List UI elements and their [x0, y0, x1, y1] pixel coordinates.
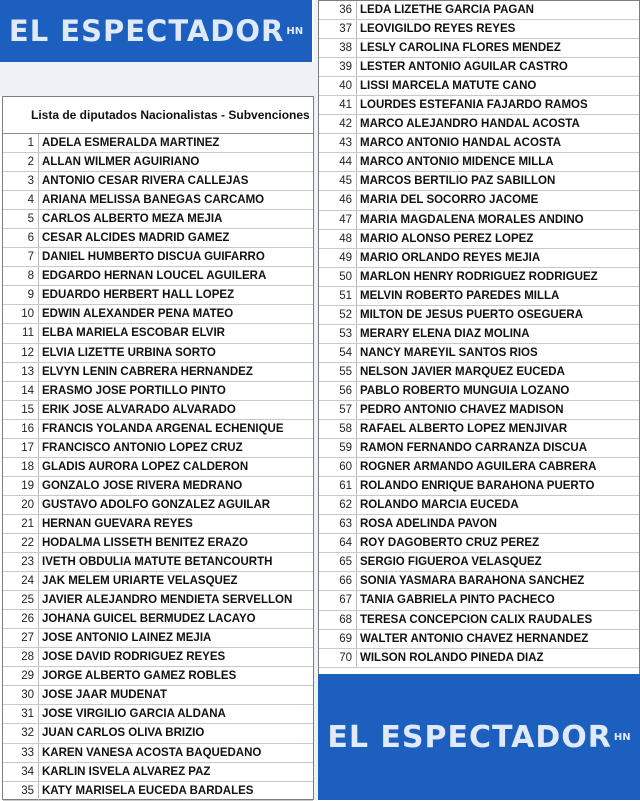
- deputy-name: LISSI MARCELA MATUTE CANO: [360, 80, 537, 93]
- deputy-name: WALTER ANTONIO CHAVEZ HERNANDEZ: [360, 632, 589, 645]
- deputy-name: IVETH OBDULIA MATUTE BETANCOURTH: [42, 556, 273, 569]
- deputy-name: JOHANA GUICEL BERMUDEZ LACAYO: [42, 613, 256, 626]
- deputy-name: EDUARDO HERBERT HALL LOPEZ: [42, 289, 235, 302]
- table-row: [3, 363, 313, 382]
- table-row: [3, 534, 313, 553]
- row-number: 44: [319, 153, 357, 171]
- table-row: [319, 230, 639, 249]
- row-number: 12: [3, 344, 39, 362]
- deputy-name: MARCO ANTONIO HANDAL ACOSTA: [360, 137, 562, 150]
- deputy-name: MARCO ALEJANDRO HANDAL ACOSTA: [360, 118, 580, 131]
- table-row: [3, 477, 313, 496]
- row-number: 14: [3, 382, 39, 400]
- deputy-name: MILTON DE JESUS PUERTO OSEGUERA: [360, 308, 584, 321]
- row-number: 63: [319, 515, 357, 533]
- deputy-name: ROSA ADELINDA PAVON: [360, 518, 497, 531]
- row-number: 21: [3, 515, 39, 533]
- row-number: 57: [319, 401, 357, 419]
- row-number: 61: [319, 477, 357, 495]
- deputy-name: GUSTAVO ADOLFO GONZALEZ AGUILAR: [42, 498, 271, 511]
- deputy-name: NELSON JAVIER MARQUEZ EUCEDA: [360, 365, 565, 378]
- table-row: [319, 382, 639, 401]
- row-number: 38: [319, 39, 357, 57]
- deputy-name: TERESA CONCEPCION CALIX RAUDALES: [360, 613, 593, 626]
- row-number: 37: [319, 20, 357, 38]
- row-number: 3: [3, 172, 39, 190]
- table-row: [3, 420, 313, 439]
- row-number: 59: [319, 439, 357, 457]
- brand-name: EL ESPECTADOR: [8, 14, 285, 48]
- deputy-name: NANCY MAREYIL SANTOS RIOS: [360, 346, 538, 359]
- deputy-name: ROGNER ARMANDO AGUILERA CABRERA: [360, 461, 597, 474]
- row-number: 8: [3, 267, 39, 285]
- deputy-name: ERASMO JOSE PORTILLO PINTO: [42, 384, 226, 397]
- table-row: [3, 629, 313, 648]
- row-number: 49: [319, 249, 357, 267]
- table-row: [319, 306, 639, 325]
- table-row: [3, 229, 313, 248]
- row-number: 18: [3, 458, 39, 476]
- table-row: [319, 115, 639, 134]
- table-row: [3, 191, 313, 210]
- deputy-name: MELVIN ROBERTO PAREDES MILLA: [360, 289, 560, 302]
- table-row: [3, 648, 313, 667]
- table-row: [319, 344, 639, 363]
- deputies-table-left: [2, 96, 314, 800]
- deputy-name: GONZALO JOSE RIVERA MEDRANO: [42, 479, 243, 492]
- table-row: [3, 724, 313, 743]
- row-number: 31: [3, 705, 39, 723]
- table-row: [3, 705, 313, 724]
- table-row: [319, 39, 639, 58]
- deputy-name: JUAN CARLOS OLIVA BRIZIO: [42, 727, 205, 740]
- deputy-name: ROLANDO MARCIA EUCEDA: [360, 499, 519, 512]
- brand-logo-bottom: [318, 674, 640, 800]
- row-number: 25: [3, 591, 39, 609]
- deputy-name: ROLANDO ENRIQUE BARAHONA PUERTO: [360, 480, 595, 493]
- row-number: 69: [319, 630, 357, 648]
- row-number: 43: [319, 134, 357, 152]
- deputy-name: CARLOS ALBERTO MEZA MEJIA: [42, 213, 223, 226]
- deputy-name: FRANCISCO ANTONIO LOPEZ CRUZ: [42, 441, 243, 454]
- table-row: [3, 458, 313, 477]
- table-row: [319, 58, 639, 77]
- table-row: [3, 344, 313, 363]
- table-row: [319, 211, 639, 230]
- deputy-name: WILSON ROLANDO PINEDA DIAZ: [360, 651, 544, 664]
- row-number: 40: [319, 77, 357, 95]
- table-row: [3, 610, 313, 629]
- deputy-name: MARIO ORLANDO REYES MEJIA: [360, 251, 541, 264]
- row-number: 11: [3, 324, 39, 342]
- deputy-name: MARCO ANTONIO MIDENCE MILLA: [360, 156, 554, 169]
- deputy-name: ARIANA MELISSA BANEGAS CARCAMO: [42, 194, 265, 207]
- row-number: 9: [3, 286, 39, 304]
- deputy-name: HERNAN GUEVARA REYES: [42, 517, 193, 530]
- row-number: 28: [3, 648, 39, 666]
- row-number: 45: [319, 172, 357, 190]
- row-number: 54: [319, 344, 357, 362]
- deputy-name: MARIO ALONSO PEREZ LOPEZ: [360, 232, 534, 245]
- row-number: 7: [3, 248, 39, 266]
- row-number: 27: [3, 629, 39, 647]
- table-row: [319, 1, 639, 20]
- row-number: 2: [3, 153, 39, 171]
- table-row: [319, 134, 639, 153]
- table-row: [319, 591, 639, 610]
- table-row: [319, 249, 639, 268]
- table-body-left: [3, 134, 313, 801]
- table-row: [319, 20, 639, 39]
- row-number: 15: [3, 401, 39, 419]
- row-number: 50: [319, 268, 357, 286]
- table-row: [3, 591, 313, 610]
- table-row: [3, 210, 313, 229]
- deputy-name: KARLIN ISVELA ALVAREZ PAZ: [42, 765, 211, 778]
- table-row: [319, 553, 639, 572]
- table-row: [319, 287, 639, 306]
- table-title: Lista de diputados Nacionalistas - Subvenciones: [3, 97, 313, 134]
- table-row: [319, 268, 639, 287]
- deputy-name: HODALMA LISSETH BENITEZ ERAZO: [42, 537, 248, 549]
- table-row: [319, 77, 639, 96]
- row-number: 70: [319, 649, 357, 667]
- row-number: 36: [319, 1, 357, 19]
- row-number: 23: [3, 553, 39, 571]
- deputy-name: ADELA ESMERALDA MARTINEZ: [42, 137, 220, 150]
- row-number: 20: [3, 496, 39, 514]
- row-number: 53: [319, 325, 357, 343]
- table-row: [3, 267, 313, 286]
- row-number: 24: [3, 572, 39, 590]
- deputy-name: LEOVIGILDO REYES REYES: [360, 23, 516, 36]
- row-number: 34: [3, 763, 39, 781]
- deputy-name: RAFAEL ALBERTO LOPEZ MENJIVAR: [360, 423, 568, 436]
- row-number: 64: [319, 534, 357, 552]
- brand-name: EL ESPECTADOR: [327, 719, 612, 755]
- deputy-name: MARLON HENRY RODRIGUEZ RODRIGUEZ: [360, 270, 598, 283]
- row-number: 22: [3, 534, 39, 552]
- row-number: 29: [3, 667, 39, 685]
- deputy-name: EDWIN ALEXANDER PEÑA MATEO: [42, 308, 234, 321]
- row-number: 47: [319, 211, 357, 229]
- table-row: [3, 553, 313, 572]
- deputy-name: JORGE ALBERTO GAMEZ ROBLES: [42, 670, 237, 683]
- table-row: [319, 477, 639, 496]
- row-number: 19: [3, 477, 39, 495]
- deputy-name: ELVIA LIZETTE URBINA SORTO: [42, 346, 216, 359]
- table-row: [319, 191, 639, 210]
- row-number: 30: [3, 686, 39, 704]
- row-number: 46: [319, 191, 357, 209]
- row-number: 48: [319, 230, 357, 248]
- table-row: [3, 515, 313, 534]
- deputy-name: LEDA LIZETHE GARCIA PAGAN: [360, 4, 534, 17]
- table-body-right: [319, 1, 639, 668]
- deputy-name: EDGARDO HERNAN LOUCEL AGUILERA: [42, 270, 267, 283]
- deputy-name: GLADIS AURORA LOPEZ CALDERON: [42, 460, 249, 473]
- table-row: [319, 439, 639, 458]
- deputy-name: ROY DAGOBERTO CRUZ PEREZ: [360, 537, 540, 550]
- deputy-name: LOURDES ESTEFANIA FAJARDO RAMOS: [360, 99, 588, 112]
- deputy-name: ALLAN WILMER AGUIRIANO: [42, 156, 200, 169]
- row-number: 62: [319, 496, 357, 514]
- table-row: [319, 153, 639, 172]
- deputy-name: MARCOS BERTILIO PAZ SABILLON: [360, 175, 556, 188]
- row-number: 58: [319, 420, 357, 438]
- deputy-name: LESLY CAROLINA FLORES MENDEZ: [360, 42, 561, 55]
- deputy-name: JAK MELEM URIARTE VELASQUEZ: [42, 575, 238, 588]
- row-number: 33: [3, 744, 39, 762]
- row-number: 39: [319, 58, 357, 76]
- row-number: 16: [3, 420, 39, 438]
- row-number: 52: [319, 306, 357, 324]
- header-gap: [0, 62, 314, 96]
- table-row: [3, 153, 313, 172]
- row-number: 68: [319, 611, 357, 629]
- deputy-name: SONIA YASMARA BARAHONA SANCHEZ: [360, 575, 585, 588]
- deputy-name: JOSE VIRGILIO GARCIA ALDANA: [42, 708, 226, 721]
- table-row: [3, 686, 313, 705]
- row-number: 65: [319, 553, 357, 571]
- deputy-name: KAREN VANESA ACOSTA BAQUEDANO: [42, 746, 262, 759]
- row-number: 42: [319, 115, 357, 133]
- table-row: [319, 534, 639, 553]
- row-number: 32: [3, 724, 39, 742]
- row-number: 55: [319, 363, 357, 381]
- table-row: [3, 134, 313, 153]
- table-row: [319, 96, 639, 115]
- row-number: 67: [319, 591, 357, 609]
- deputy-name: ELBA MARIELA ESCOBAR ELVIR: [42, 327, 225, 340]
- deputy-name: RAMON FERNANDO CARRANZA DISCUA: [360, 442, 588, 455]
- deputy-name: PABLO ROBERTO MUNGUIA LOZANO: [360, 384, 570, 397]
- deputy-name: KATY MARISELA EUCEDA BARDALES: [42, 784, 254, 797]
- deputy-name: LESTER ANTONIO AGUILAR CASTRO: [360, 61, 568, 74]
- table-row: [3, 382, 313, 401]
- table-row: [319, 325, 639, 344]
- row-number: 17: [3, 439, 39, 457]
- table-row: [3, 496, 313, 515]
- table-row: [319, 401, 639, 420]
- deputy-name: MARIA DEL SOCORRO JACOME: [360, 194, 539, 207]
- brand-suffix: HN: [286, 25, 304, 37]
- table-row: [3, 763, 313, 782]
- row-number: 6: [3, 229, 39, 247]
- deputy-name: ANTONIO CESAR RIVERA CALLEJAS: [42, 175, 249, 188]
- row-number: 13: [3, 363, 39, 381]
- table-row: [319, 515, 639, 534]
- row-number: 1: [3, 134, 39, 152]
- table-row: [3, 324, 313, 343]
- deputy-name: JOSE JAAR MUDENAT: [42, 689, 168, 702]
- table-row: [319, 458, 639, 477]
- deputy-name: MARIA MAGDALENA MORALES ANDINO: [360, 213, 584, 226]
- deputy-name: ELVYN LENIN CABRERA HERNANDEZ: [42, 365, 253, 378]
- table-row: [3, 782, 313, 801]
- row-number: 35: [3, 782, 39, 800]
- table-row: [319, 496, 639, 515]
- row-number: 5: [3, 210, 39, 228]
- brand-logo-top: [0, 0, 312, 62]
- row-number: 66: [319, 572, 357, 590]
- deputy-name: TANIA GABRIELA PINTO PACHECO: [360, 594, 555, 607]
- deputy-name: FRANCIS YOLANDA ARGEÑAL ECHENIQUE: [42, 422, 284, 435]
- row-number: 60: [319, 458, 357, 476]
- row-number: 4: [3, 191, 39, 209]
- deputy-name: ERIK JOSE ALVARADO ALVARADO: [42, 403, 236, 416]
- table-row: [319, 172, 639, 191]
- deputy-name: JOSE DAVID RODRIGUEZ REYES: [42, 651, 226, 664]
- deputy-name: JAVIER ALEJANDRO MENDIETA SERVELLON: [42, 594, 293, 607]
- deputies-table-right: [318, 0, 640, 676]
- table-row: [3, 172, 313, 191]
- deputy-name: JOSE ANTONIO LAINEZ MEJIA: [42, 632, 212, 645]
- table-row: [319, 611, 639, 630]
- row-number: 41: [319, 96, 357, 114]
- table-row: [3, 572, 313, 591]
- table-row: [319, 363, 639, 382]
- deputy-name: PEDRO ANTONIO CHAVEZ MADISON: [360, 404, 564, 416]
- table-row: [319, 420, 639, 439]
- table-row: [3, 248, 313, 267]
- deputy-name: DANIEL HUMBERTO DISCUA GUIFARRO: [42, 251, 265, 264]
- row-number: 56: [319, 382, 357, 400]
- table-row: [319, 649, 639, 668]
- table-row: [3, 305, 313, 324]
- table-row: [3, 439, 313, 458]
- row-number: 51: [319, 287, 357, 305]
- deputy-name: SERGIO FIGUEROA VELASQUEZ: [360, 556, 542, 569]
- row-number: 26: [3, 610, 39, 628]
- table-row: [319, 572, 639, 591]
- table-row: [3, 286, 313, 305]
- row-number: 10: [3, 305, 39, 323]
- table-row: [3, 667, 313, 686]
- table-row: [3, 401, 313, 420]
- table-row: [3, 744, 313, 763]
- brand-suffix: HN: [613, 731, 631, 743]
- deputy-name: MERARY ELENA DIAZ MOLINA: [360, 327, 530, 340]
- deputy-name: CESAR ALCIDES MADRID GAMEZ: [42, 232, 230, 245]
- table-row: [319, 630, 639, 649]
